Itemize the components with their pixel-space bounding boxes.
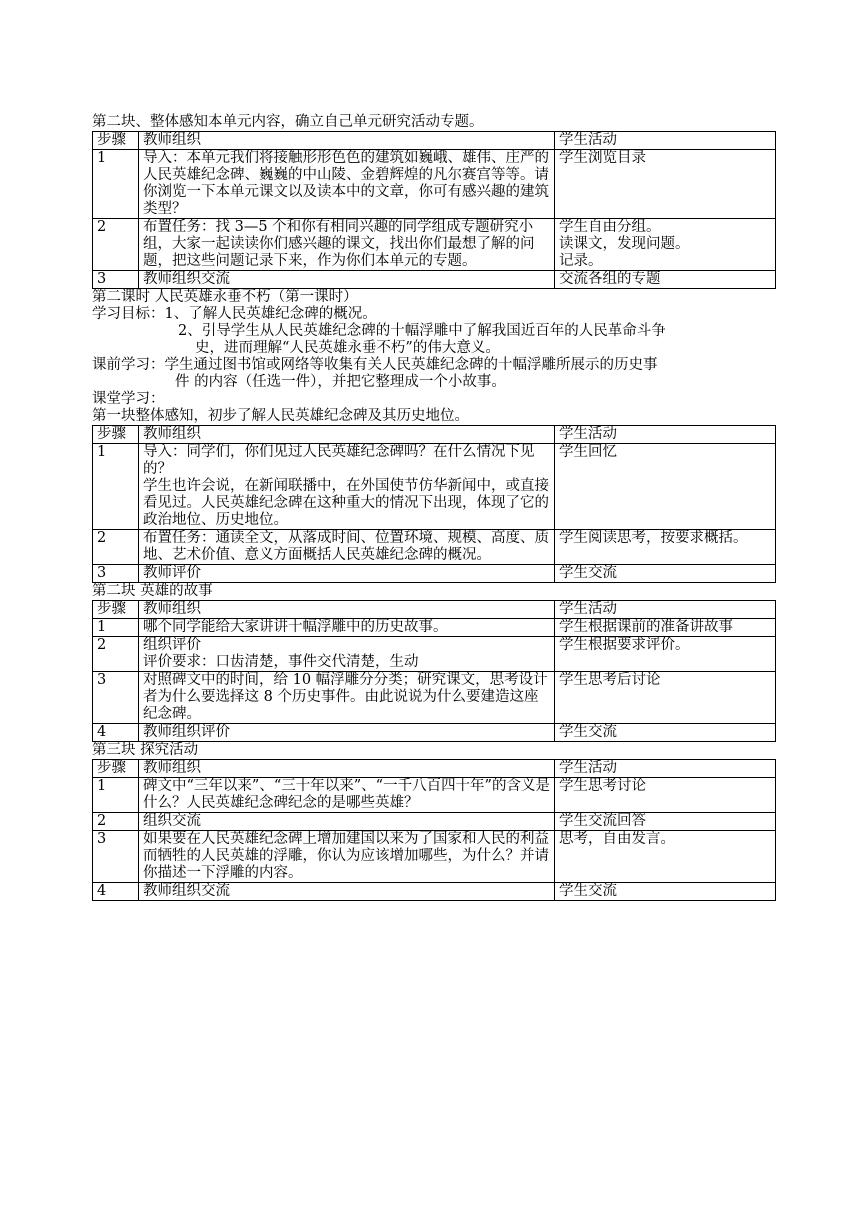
header-student: 学生活动 — [555, 601, 776, 619]
table-header-row — [93, 760, 776, 778]
section1-heading: 第二块、整体感知本单元内容，确立自己单元研究活动专题。 — [92, 114, 484, 130]
teacher-cell: 布置任务：找 3—5 个和你有相同兴趣的同学组成专题研究小组，大家一起读读你们感兴趣的课文，找出你们最想了解的问题，把这些问题记录下来，作为你们本单元的专题。 — [139, 219, 555, 271]
lesson-title: 第二课时 人民英雄永垂不朽（第一课时） — [92, 289, 358, 305]
step-cell: 1 — [93, 778, 139, 813]
step-cell: 2 — [93, 813, 139, 831]
header-student: 学生活动 — [555, 132, 776, 150]
objective-2b: 史，进而理解“人民英雄永垂不朽”的伟大意义。 — [195, 340, 500, 356]
step-cell: 3 — [93, 565, 139, 583]
table-row — [93, 672, 776, 724]
table-header-row — [93, 132, 776, 150]
student-cell: 学生交流回答 — [555, 813, 776, 831]
table-row — [93, 219, 776, 271]
section2-heading: 第一块整体感知，初步了解人民英雄纪念碑及其历史地位。 — [92, 408, 469, 424]
step-cell: 2 — [93, 637, 139, 672]
prestudy-text-b: 件 的内容（任选一件），并把它整理成一个小故事。 — [175, 374, 506, 390]
table-row — [93, 883, 776, 901]
header-teacher: 教师组织 — [139, 601, 555, 619]
table-row — [93, 444, 776, 530]
table-row — [93, 637, 776, 672]
header-teacher: 教师组织 — [139, 760, 555, 778]
prestudy-label: 课前学习： — [92, 357, 165, 373]
student-cell: 交流各组的专题 — [555, 271, 776, 289]
student-cell: 学生思考后讨论 — [555, 672, 776, 724]
teacher-cell: 布置任务：通读全文，从落成时间、位置环境、规模、高度、质地、艺术价值、意义方面概括人民英雄纪念碑的概况。 — [139, 530, 555, 565]
step-cell: 3 — [93, 672, 139, 724]
table-row — [93, 150, 776, 219]
objectives-label: 学习目标： — [92, 306, 165, 322]
header-step: 步骤 — [93, 760, 139, 778]
teacher-cell: 导入：同学们，你们见过人民英雄纪念碑吗？在什么情况下见的？ 学生也许会说，在新闻联播中，在外国使节仿华新闻中，或直接看见过。人民英雄纪念碑在这种重大的情况下出现，体现了它的政治地位、历史地位。 — [139, 444, 555, 530]
table-header-row — [93, 601, 776, 619]
prestudy-line-1 — [92, 357, 775, 374]
objective-1: 1、了解人民英雄纪念碑的概况。 — [164, 306, 377, 322]
teacher-cell: 对照碑文中的时间，给 10 幅浮雕分分类；研究课文，思考设计者为什么要选择这 8 个历史事件。由此说说为什么要建造这座纪念碑。 — [139, 672, 555, 724]
student-cell: 思考，自由发言。 — [555, 831, 776, 883]
header-step: 步骤 — [93, 132, 139, 150]
student-cell: 学生浏览目录 — [555, 150, 776, 219]
step-cell: 3 — [93, 831, 139, 883]
teacher-cell: 碑文中“三年以来”、“三十年以来”、“一千八百四十年”的含义是什么？人民英雄纪念碑纪念的是哪些英雄？ — [139, 778, 555, 813]
header-teacher: 教师组织 — [139, 132, 555, 150]
teacher-cell: 教师评价 — [139, 565, 555, 583]
step-cell: 1 — [93, 619, 139, 637]
table-row — [93, 530, 776, 565]
teacher-cell: 教师组织评价 — [139, 724, 555, 742]
student-cell: 学生根据要求评价。 — [555, 637, 776, 672]
section2-table — [92, 425, 776, 583]
objectives-line-1 — [92, 306, 775, 323]
header-student: 学生活动 — [555, 426, 776, 444]
table-row — [93, 565, 776, 583]
document-page — [92, 114, 775, 901]
student-cell: 学生交流 — [555, 883, 776, 901]
teacher-cell: 导入：本单元我们将接触形形色色的建筑如巍峨、雄伟、庄严的人民英雄纪念碑、巍巍的中山陵、金碧辉煌的凡尔赛宫等等。请你浏览一下本单元课文以及读本中的文章，你可有感兴趣的建筑类型？ — [139, 150, 555, 219]
student-cell: 学生阅读思考，按要求概括。 — [555, 530, 776, 565]
student-cell: 学生回忆 — [555, 444, 776, 530]
step-cell: 1 — [93, 150, 139, 219]
table-row — [93, 619, 776, 637]
header-step: 步骤 — [93, 601, 139, 619]
teacher-cell: 教师组织交流 — [139, 883, 555, 901]
step-cell: 2 — [93, 530, 139, 565]
section1-table — [92, 131, 776, 289]
student-cell: 学生自由分组。 读课文，发现问题。 记录。 — [555, 219, 776, 271]
teacher-cell: 组织交流 — [139, 813, 555, 831]
student-cell: 学生根据课前的准备讲故事 — [555, 619, 776, 637]
section4-table — [92, 759, 776, 901]
teacher-cell: 如果要在人民英雄纪念碑上增加建国以来为了国家和人民的利益而牺牲的人民英雄的浮雕，你认为应该增加哪些，为什么？并请你描述一下浮雕的内容。 — [139, 831, 555, 883]
table-row — [93, 271, 776, 289]
table-row — [93, 813, 776, 831]
step-cell: 3 — [93, 271, 139, 289]
table-row — [93, 724, 776, 742]
table-header-row — [93, 426, 776, 444]
student-cell: 学生交流 — [555, 724, 776, 742]
section4-heading: 第三块 探究活动 — [92, 742, 199, 758]
step-cell: 1 — [93, 444, 139, 530]
step-cell: 4 — [93, 724, 139, 742]
step-cell: 4 — [93, 883, 139, 901]
table-row — [93, 831, 776, 883]
student-cell: 学生交流 — [555, 565, 776, 583]
section3-table — [92, 600, 776, 742]
header-student: 学生活动 — [555, 760, 776, 778]
header-step: 步骤 — [93, 426, 139, 444]
teacher-cell: 组织评价 评价要求：口齿清楚，事件交代清楚，生动 — [139, 637, 555, 672]
objective-2a: 2、引导学生从人民英雄纪念碑的十幅浮雕中了解我国近百年的人民革命斗争 — [178, 323, 666, 339]
table-row — [93, 778, 776, 813]
step-cell: 2 — [93, 219, 139, 271]
section3-heading: 第二块 英雄的故事 — [92, 583, 213, 599]
class-label: 课堂学习： — [92, 391, 165, 407]
header-teacher: 教师组织 — [139, 426, 555, 444]
teacher-cell: 哪个同学能给大家讲讲十幅浮雕中的历史故事。 — [139, 619, 555, 637]
student-cell: 学生思考讨论 — [555, 778, 776, 813]
prestudy-text-a: 学生通过图书馆或网络等收集有关人民英雄纪念碑的十幅浮雕所展示的历史事 — [164, 357, 658, 373]
teacher-cell: 教师组织交流 — [139, 271, 555, 289]
